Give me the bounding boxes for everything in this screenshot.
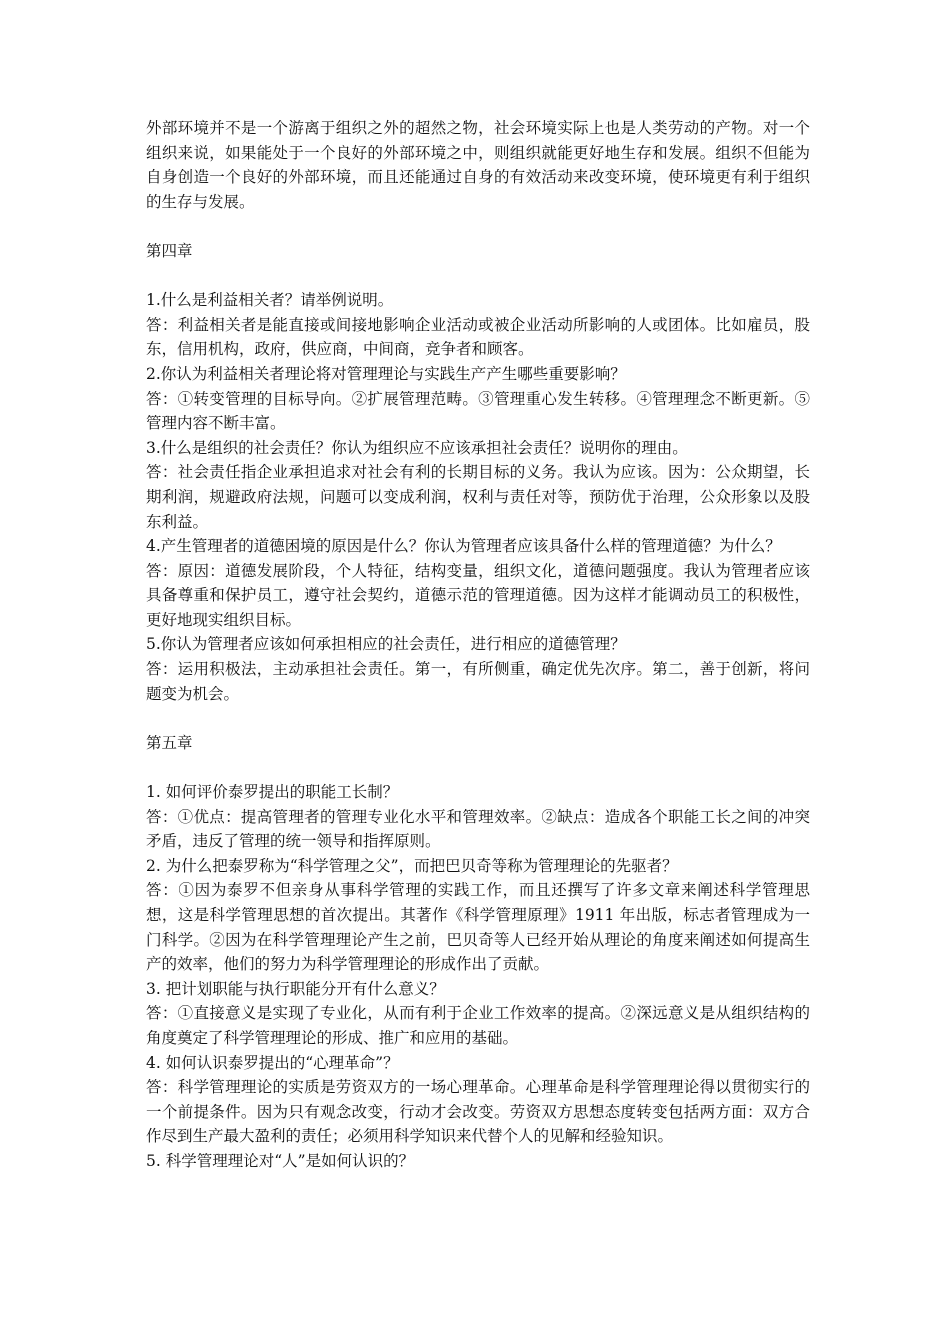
answer: 答：原因：道德发展阶段，个人特征，结构变量，组织文化，道德问题强度。我认为管理者应该具备尊重和保护员工，遵守社会契约，道德示范的管理道德。因为这样才能调动员工的积极性，更好地现实组织目标。 [146,561,810,629]
chapter-heading-4: 第四章 [146,241,193,260]
answer: 答：利益相关者是能直接或间接地影响企业活动或被企业活动所影响的人或团体。比如雇员，股东，信用机构，政府，供应商，中间商，竞争者和顾客。 [146,315,810,359]
question: 4.产生管理者的道德困境的原因是什么？你认为管理者应该具备什么样的管理道德？为什么？ [146,537,781,556]
answer: 答：社会责任指企业承担追求对社会有利的长期目标的义务。我认为应该。因为：公众期望，长期利润，规避政府法规，问题可以变成利润，权利与责任对等，预防优于治理，公众形象以及股东利益。 [146,463,810,531]
chapter-5-questions [146,780,810,1174]
question: 2.你认为利益相关者理论将对管理理论与实践生产产生哪些重要影响？ [146,364,626,383]
question: 5.你认为管理者应该如何承担相应的社会责任，进行相应的道德管理？ [146,635,626,654]
chapter-heading-5: 第五章 [146,733,193,752]
chapter-4-questions [146,288,810,706]
question: 1.什么是利益相关者？请举例说明。 [146,291,394,310]
question: 3. 把计划职能与执行职能分开有什么意义？ [146,979,445,998]
answer: 答：①转变管理的目标导向。②扩展管理范畴。③管理重心发生转移。④管理理念不断更新。⑤管理内容不断丰富。 [146,389,810,433]
question: 4. 如何认识泰罗提出的“心理革命”？ [146,1053,399,1072]
question: 5. 科学管理理论对“人”是如何认识的？ [146,1151,415,1170]
answer: 答：运用积极法，主动承担社会责任。第一，有所侧重，确定优先次序。第二，善于创新，将问题变为机会。 [146,660,810,703]
question: 2. 为什么把泰罗称为“科学管理之父”，而把巴贝奇等称为管理理论的先驱者？ [146,856,678,875]
document-body [146,116,810,1174]
answer: 答：①因为泰罗不但亲身从事科学管理的实践工作，而且还撰写了许多文章来阐述科学管理思想，这是科学管理思想的首次提出。其著作《科学管理原理》1911 年出版，标志者管理成为一门科学。②因为在科学管理理论产生之前，巴贝奇等人已经开始从理论的角度来阐述如何提高生产的效率，他们的努力为科学管理理论的形成作出了贡献。 [146,881,810,974]
answer: 答：①直接意义是实现了专业化，从而有利于企业工作效率的提高。②深远意义是从组织结构的角度奠定了科学管理理论的形成、推广和应用的基础。 [146,1004,810,1047]
question: 3.什么是组织的社会责任？你认为组织应不应该承担社会责任？说明你的理由。 [146,438,688,457]
answer: 答：①优点：提高管理者的管理专业化水平和管理效率。②缺点：造成各个职能工长之间的冲突矛盾，违反了管理的统一领导和指挥原则。 [146,807,810,851]
question: 1. 如何评价泰罗提出的职能工长制？ [146,783,399,802]
intro-paragraph: 外部环境并不是一个游离于组织之外的超然之物，社会环境实际上也是人类劳动的产物。对一个组织来说，如果能处于一个良好的外部环境之中，则组织就能更好地生存和发展。组织不但能为自身创造一个良好的外部环境，而且还能通过自身的有效活动来改变环境，使环境更有利于组织的生存与发展。 [146,119,810,211]
answer: 答：科学管理理论的实质是劳资双方的一场心理革命。心理革命是科学管理理论得以贯彻实行的一个前提条件。因为只有观念改变，行动才会改变。劳资双方思想态度转变包括两方面：双方合作尽到生产最大盈利的责任；必须用科学知识来代替个人的见解和经验知识。 [146,1078,810,1146]
